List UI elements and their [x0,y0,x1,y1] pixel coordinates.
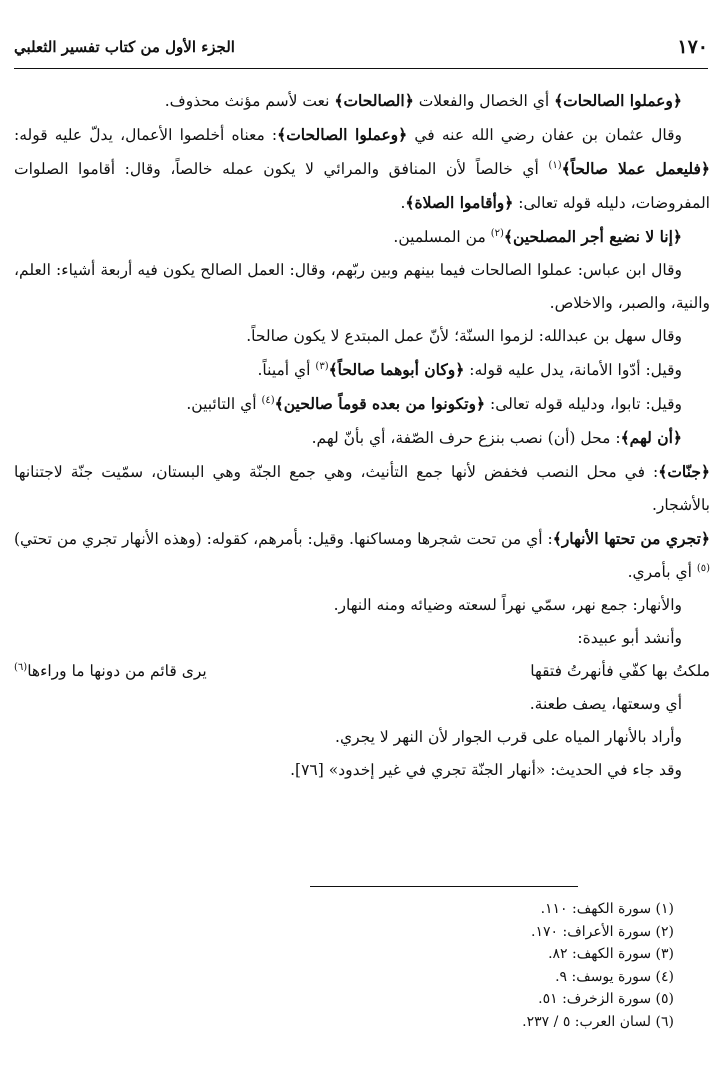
text-run: من المسلمين. [393,228,491,246]
text-run: : أي من تحت شجرها ومساكنها. وقيل: بأمرهم، كقوله: (وهذه الأنهار تجري من تحتي) [14,530,553,548]
paragraph [14,721,710,754]
text-run: وأنشد أبو عبيدة: [577,629,682,647]
paragraph [14,589,710,622]
quran-quote: ﴿وتكونوا من بعده قوماً صالحين﴾ [274,394,486,413]
quran-quote: ﴿الصالحات﴾ [334,91,414,110]
footnote-item: (٥) سورة الزخرف: ٥١. [538,991,674,1007]
paragraph [14,455,710,522]
quran-quote: ﴿وعملوا الصالحات﴾ [554,91,682,110]
footnote-ref: (٥) [696,562,710,574]
text-run: . [400,194,406,212]
paragraph [14,84,710,118]
quran-quote: ﴿تجري من تحتها الأنهار﴾ [552,529,710,548]
footnote-item: (٤) سورة يوسف: ٩. [555,968,674,985]
footnote-ref: (١) [548,159,562,171]
footnote-ref: (٢) [490,227,504,239]
text-run: أي أميناً. [257,361,316,379]
poem-hemistich-first: ملكتُ بها كفّي فأنهرتُ فتقها [530,662,710,680]
text-run: وقيل: أدّوا الأمانة، يدل عليه قوله: [464,361,682,379]
footnote-ref: (٦) [14,661,28,673]
footnotes [200,898,674,1033]
text-run: أي بأمري. [627,563,697,581]
text-run: أي خالصاً لأن المنافق والمرائي لا يكون عمله خالصاً، وقال: أقاموا الصلوات المفروضات، دليله قوله تعالى: [14,160,710,212]
paragraph [14,688,710,721]
text-run: وقال ابن عباس: عملوا الصالحات فيما بينهم وبين ربّهم، وقال: العمل الصالح يكون فيه أربعة أشياء: العلم، والنية، والصبر، والاخلاص. [14,261,710,312]
text-run: : محل (أن) نصب بنزع حرف الصّفة، أي بأنّ لهم. [311,429,621,447]
quran-quote: ﴿أن لهم﴾ [620,428,682,447]
text-run: أي الخصال والفعلات [413,92,555,110]
text-run: وأراد بالأنهار المياه على قرب الجوار لأن النهر لا يجري. [335,728,682,746]
paragraph [14,118,710,220]
footnote-item: (٣) سورة الكهف: ٨٢. [548,946,674,962]
paragraph [14,754,710,787]
paragraphs-before-poem [14,84,710,655]
quran-quote: ﴿فليعمل عملا صالحاً﴾ [561,159,710,178]
text-run: وقال سهل بن عبدالله: لزموا السنّة؛ لأنّ عمل المبتدع لا يكون صالحاً. [246,327,682,345]
footnote-divider [310,886,578,887]
footnote-item: (٦) لسان العرب: ٥ / ٢٣٧. [522,1013,674,1030]
text-run: أي التائبين. [186,395,262,413]
paragraph [14,522,710,589]
text-run: أي وسعتها، يصف طعنة. [529,695,682,713]
paragraph [14,254,710,320]
quran-quote: ﴿جنّات﴾ [658,462,710,481]
footnote-item: (١) سورة الكهف: ١١٠. [540,901,674,917]
paragraph [14,353,710,387]
poem-verse [14,655,710,688]
page-header [14,34,708,69]
text-run: وقد جاء في الحديث: «أنهار الجنّة تجري في غير إخدود» [٧٦]. [290,761,682,779]
quran-quote: ﴿وكان أبوهما صالحاً﴾ [328,360,465,379]
paragraph [14,387,710,421]
quran-quote: ﴿وأقاموا الصلاة﴾ [405,193,514,212]
footnote-ref: (٣) [315,360,329,372]
footnote-ref: (٤) [261,394,275,406]
text-run: : في محل النصب فخفض لأنها جمع التأنيث، وهي جمع الجنّة وهي البستان، سمّيت جنّة لاجتنانها بالأشجار. [14,463,710,514]
text-run: وقيل: تابوا، ودليله قوله تعالى: [485,395,682,413]
text-run: وقال عثمان بن عفان رضي الله عنه في [407,126,683,144]
text-run: نعت لأسم مؤنث محذوف. [164,92,335,110]
paragraph [14,622,710,655]
paragraph [14,421,710,455]
text-run: والأنهار: جمع نهر، سمّي نهراً لسعته وضيائه ومنه النهار. [333,596,682,614]
paragraph [14,320,710,353]
quran-quote: ﴿وعملوا الصالحات﴾ [277,125,408,144]
paragraphs-after-poem [14,688,710,787]
quran-quote: ﴿إنا لا نضيع أجر المصلحين﴾ [503,227,682,246]
page-number: ١٧٠ [677,36,708,58]
footnote-item: (٢) سورة الأعراف: ١٧٠. [531,923,674,940]
running-title: الجزء الأول من كتاب تفسير الثعلبي [14,38,235,56]
paragraph [14,220,710,254]
text-run: : معناه أخلصوا الأعمال، يدلّ عليه قوله: [14,126,278,144]
main-text [14,84,710,787]
poem-hemistich-second: يرى قائم من دونها ما وراءها$^{(٦)}$ [14,661,207,680]
